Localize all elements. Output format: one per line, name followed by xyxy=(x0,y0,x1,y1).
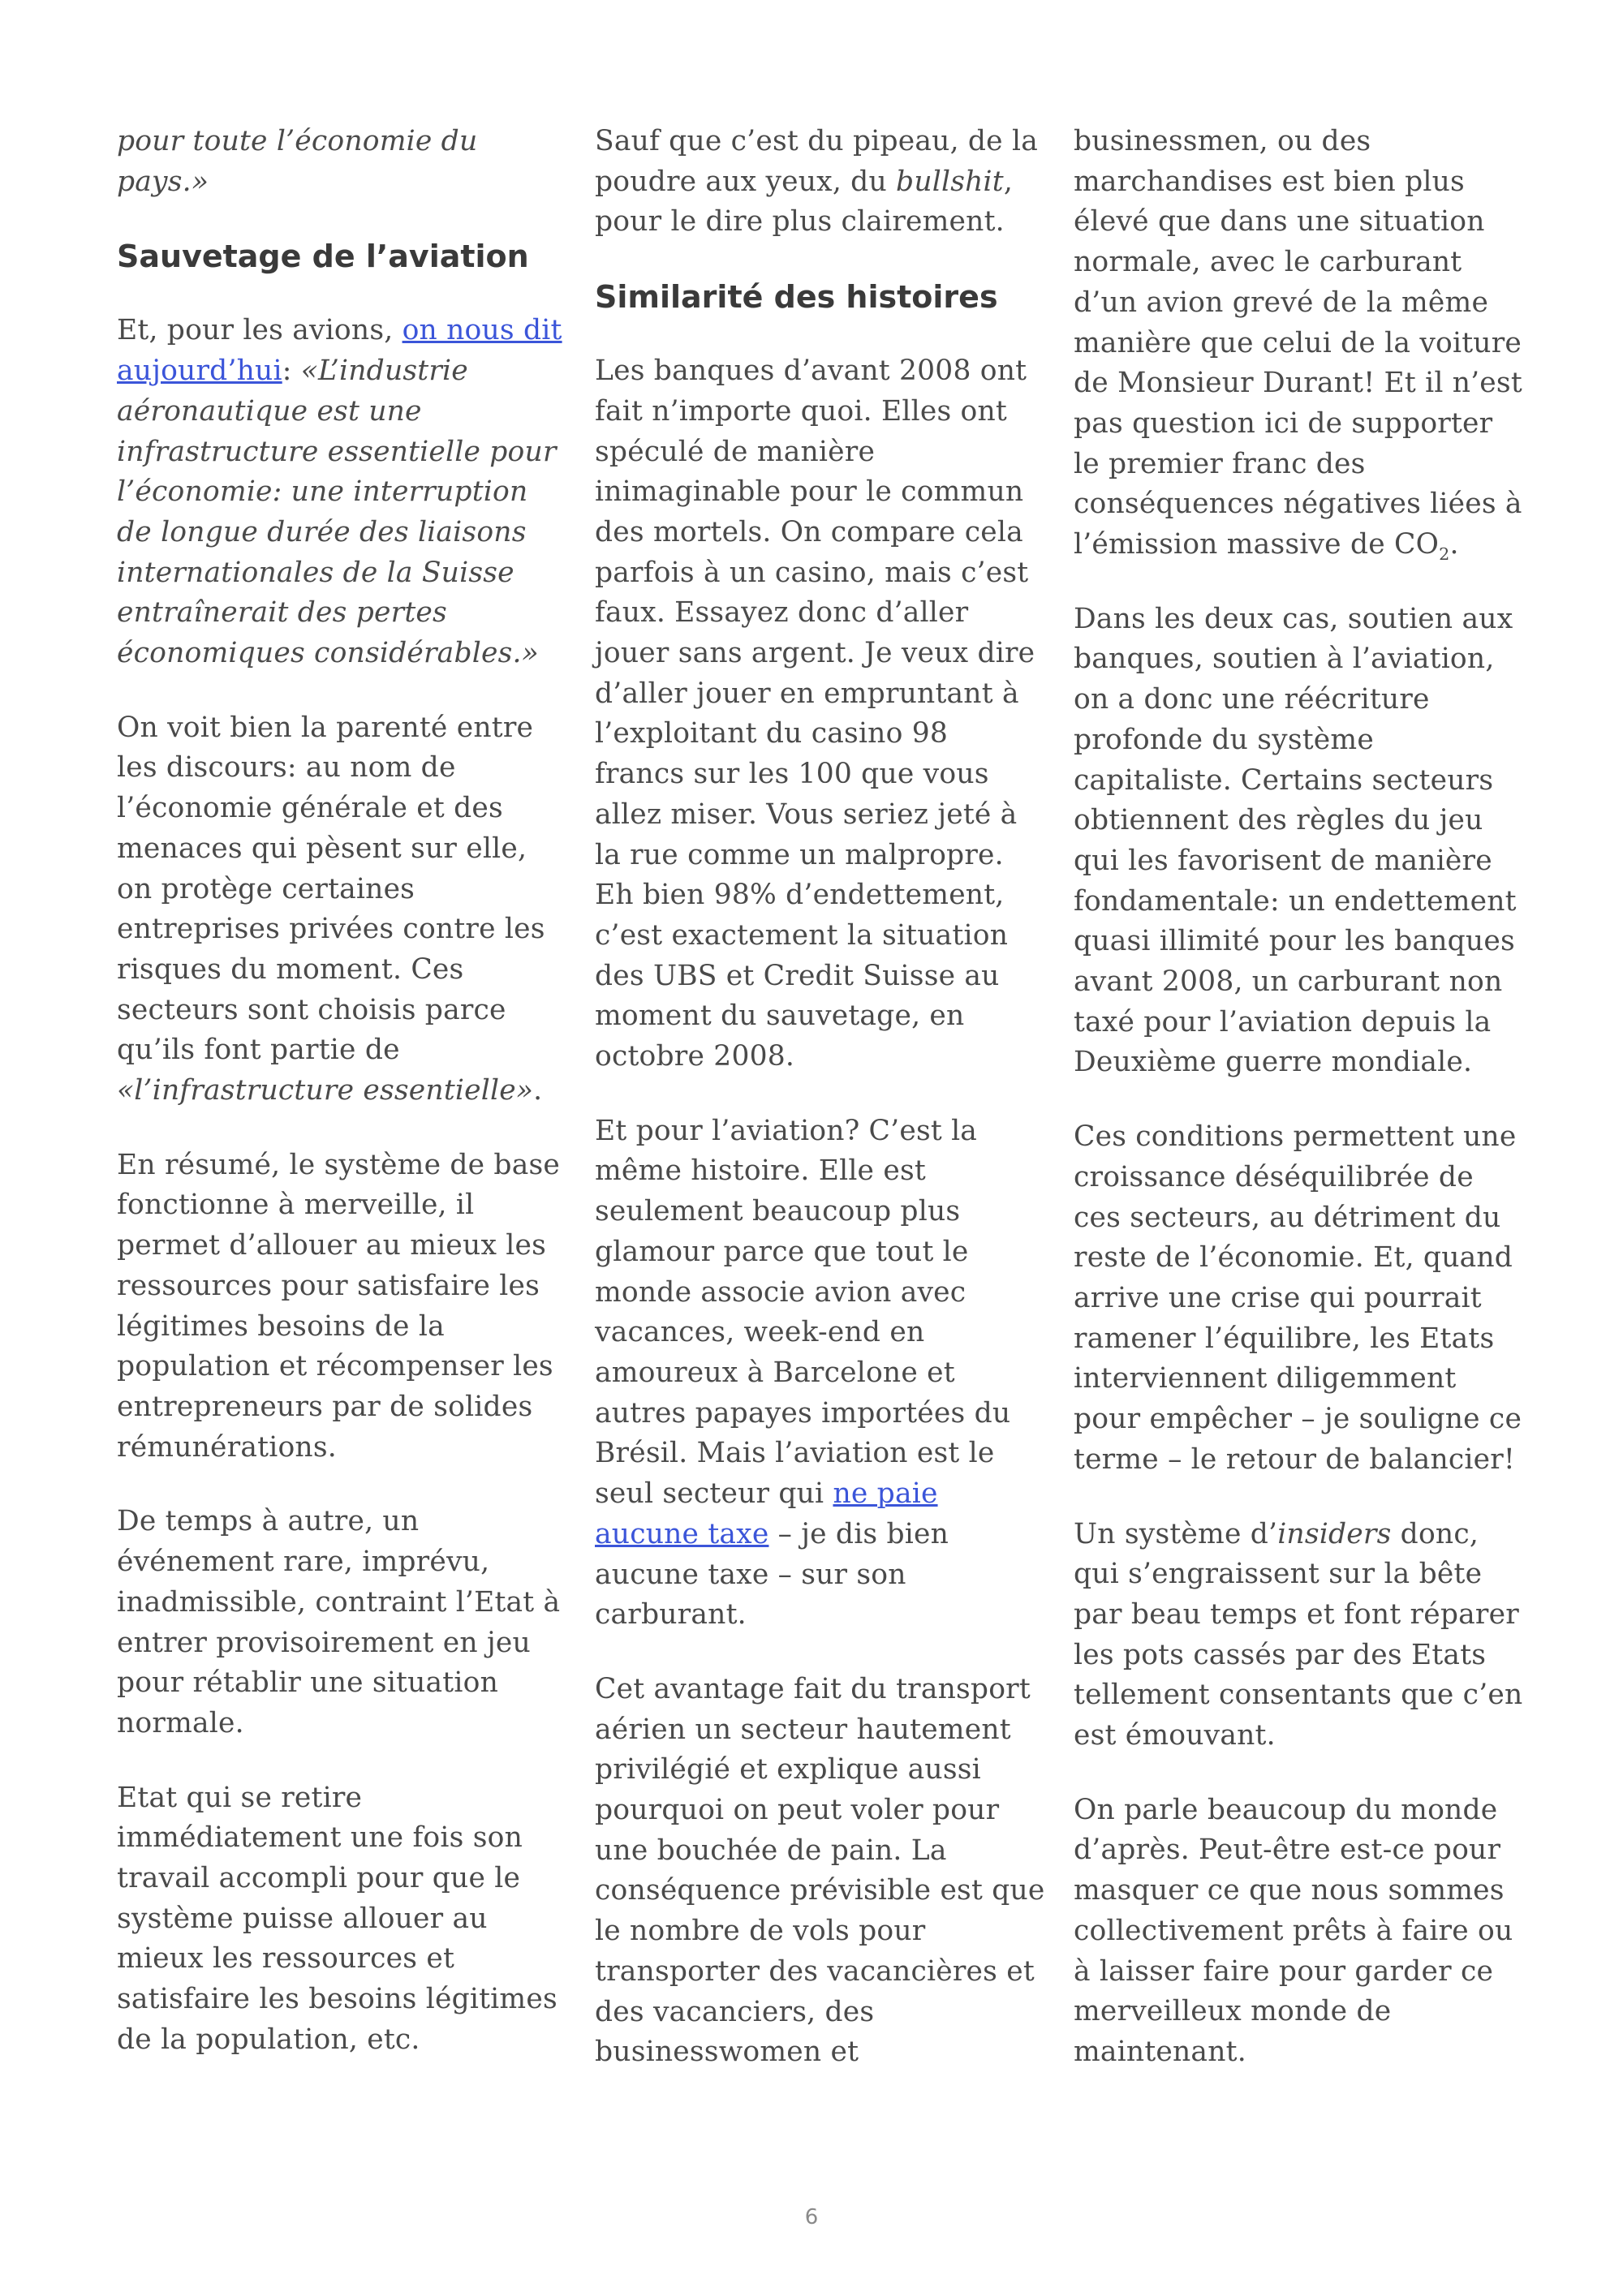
italic-text: «L’industrie aéronautique est une infrastructure essentielle pour l’économie: une interruption de longue durée des liaisons internationales de la Suisse entraînerait des pertes économiques considérables.» xyxy=(117,355,557,670)
paragraph xyxy=(1074,1515,1524,1756)
text-span: On voit bien la parenté entre les discours: au nom de l’économie générale et des menaces qui pèsent sur elle, on protège certaines entreprises privées contre les risques du moment. Ces secteurs sont choisis parce qu’ils font partie de xyxy=(117,711,545,1067)
paragraph xyxy=(117,708,567,1111)
text-span: Un système d’ xyxy=(1074,1517,1278,1550)
paragraph xyxy=(1074,600,1524,1083)
paragraph xyxy=(1074,122,1524,565)
text-span: , pour le dire plus clairement. xyxy=(595,165,1014,239)
italic-text: pour toute l’économie du pays.» xyxy=(117,125,478,198)
text-span: Et, pour les avions, xyxy=(117,314,403,347)
text-span: En résumé, le système de base fonctionne à merveille, il permet d’allouer au mieux les ressources pour satisfaire les légitimes besoins de la population et récompenser les entrepreneurs par de solides rémunérations. xyxy=(117,1148,561,1464)
paragraph xyxy=(595,1111,1045,1636)
text-span: donc, qui s’engraissent sur la bête par beau temps et font réparer les pots cassés par des Etats tellement consentants que c’en est émouvant. xyxy=(1074,1517,1523,1752)
column-2 xyxy=(595,122,1045,2107)
column-3 xyxy=(1074,122,1524,2107)
paragraph xyxy=(117,122,567,202)
paragraph xyxy=(595,122,1045,243)
text-span: Cet avantage fait du transport aérien un secteur hautement privilégié et explique aussi pourquoi on peut voler pour une bouchée de pain. La conséquence prévisible est que le nombre de vols pour transporter des vacancières et des vacanciers, des businesswomen et xyxy=(595,1672,1045,2069)
paragraph xyxy=(595,1670,1045,2073)
paragraph xyxy=(117,1502,567,1743)
page-number: 6 xyxy=(804,2205,819,2229)
paragraph xyxy=(117,1146,567,1468)
italic-text: bullshit xyxy=(896,165,1004,198)
column-1 xyxy=(117,122,567,2095)
text-span: Ces conditions permettent une croissance déséquilibrée de ces secteurs, au détriment du reste de l’économie. Et, quand arrive une crise qui pourrait ramener l’équilibre, les Etats interviennent diligemment pour empêcher – je souligne ce terme – le retour de balancier! xyxy=(1074,1120,1522,1476)
text-span: Les banques d’avant 2008 ont fait n’importe quoi. Elles ont spéculé de manière inimaginable pour le commun des mortels. On compare cela parfois à un casino, mais c’est faux. Essayez donc d’aller jouer sans argent. Je veux dire d’aller jouer en empruntant à l’exploitant du casino 98 francs sur les 100 que vous allez miser. Vous seriez jeté à la rue comme un malpropre. Eh bien 98% d’endettement, c’est exactement la situation des UBS et Credit Suisse au moment du sauvetage, en octobre 2008. xyxy=(595,355,1035,1073)
paragraph xyxy=(595,351,1045,1077)
text-span: On parle beaucoup du monde d’après. Peut-être est-ce pour masquer ce que nous sommes collectivement prêts à faire ou à laisser faire pour garder ce merveilleux monde de maintenant. xyxy=(1074,1793,1513,2068)
text-span: – je dis bien aucune taxe – sur son carburant. xyxy=(595,1517,949,1632)
text-span: : xyxy=(282,355,301,388)
section-heading: Similarité des histoires xyxy=(595,279,998,316)
italic-text: insiders xyxy=(1277,1517,1392,1550)
text-span: . xyxy=(1449,528,1459,561)
paragraph xyxy=(117,1778,567,2061)
text-span: Etat qui se retire immédiatement une fois son travail accompli pour que le système puisse allouer au mieux les ressources et satisfaire les besoins légitimes de la population, etc. xyxy=(117,1781,558,2056)
section-heading: Sauvetage de l’aviation xyxy=(117,239,529,275)
text-span: De temps à autre, un événement rare, imprévu, inadmissible, contraint l’Etat à entrer provisoirement en jeu pour rétablir une situation normale. xyxy=(117,1505,561,1739)
subscript-text: 2 xyxy=(1439,544,1450,564)
text-span: Sauf que c’est du pipeau, de la poudre aux yeux, du xyxy=(595,125,1038,198)
inline-link[interactable]: on nous dit aujourd’hui xyxy=(117,314,562,388)
paragraph xyxy=(1074,1117,1524,1480)
paragraph xyxy=(117,311,567,673)
inline-link[interactable]: ne paie aucune taxe xyxy=(595,1477,938,1550)
paragraph xyxy=(1074,1791,1524,2073)
text-span: Dans les deux cas, soutien aux banques, soutien à l’aviation, on a donc une réécriture profonde du système capitaliste. Certains secteurs obtiennent des règles du jeu qui les favorisent de manière fondamentale: un endettement quasi illimité pour les banques avant 2008, un carburant non taxé pour l’aviation depuis la Deuxième guerre mondiale. xyxy=(1074,602,1517,1079)
text-span: Et pour l’aviation? C’est la même histoire. Elle est seulement beaucoup plus glamour parce que tout le monde associe avion avec vacances, week-end en amoureux à Barcelone et autres papayes importées du Brésil. Mais l’aviation est le seul secteur qui xyxy=(595,1114,1011,1511)
italic-text: «l’infrastructure essentielle» xyxy=(117,1074,534,1107)
text-span: . xyxy=(533,1074,543,1107)
text-span: businessmen, ou des marchandises est bien plus élevé que dans une situation normale, avec le carburant d’un avion grevé de la même manière que celui de la voiture de Monsieur Durant! Et il n’est pas question ici de supporter le premier franc des conséquences négatives liées à l’émission massive de CO xyxy=(1074,125,1522,561)
